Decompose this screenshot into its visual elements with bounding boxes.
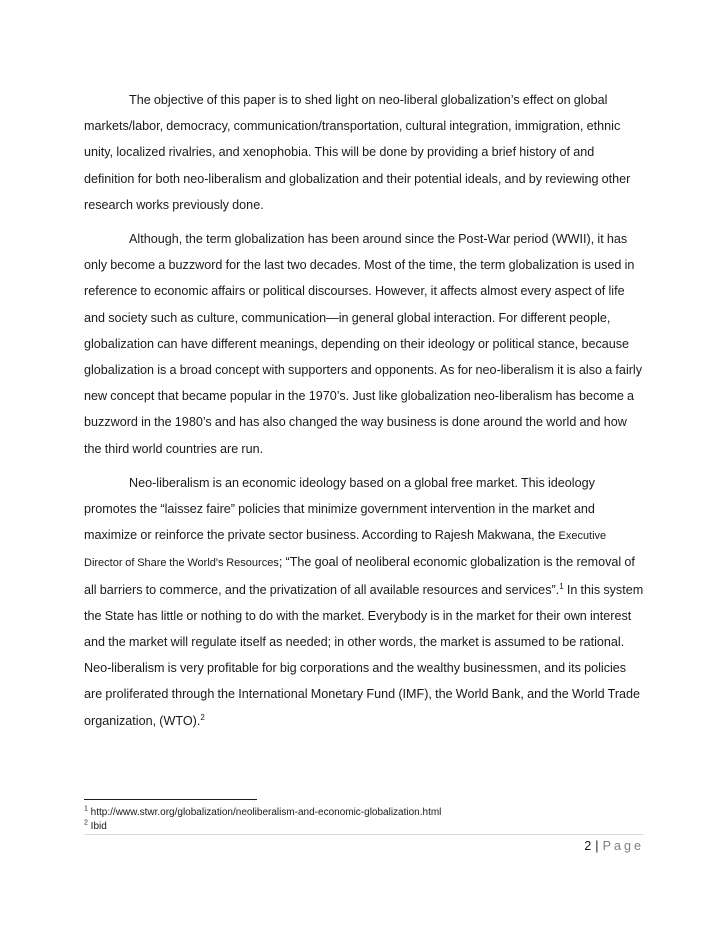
footnotes: [84, 806, 644, 834]
footnote-item: [84, 820, 644, 834]
footnote-link[interactable]: http://www.stwr.org/globalization/neoliberalism-and-economic-globalization.html: [87, 807, 442, 818]
page-number-footer: [584, 839, 644, 853]
paragraph-neoliberalism: [84, 470, 646, 734]
affiliation-text: Executive Director of Share the World's Resources: [84, 530, 607, 570]
body-text: [84, 87, 646, 742]
footer-divider: [84, 834, 644, 835]
footnote-number: 2: [84, 819, 88, 827]
paragraph-globalization-history: Although, the term globalization has been around since the Post-War period (WWII), it has only become a buzzword for the last two decades. Most of the time, the term globalization is used in reference to economic affairs or political discourses. However, it affects almost every aspect of life and society such as culture, communication—in general global interaction. For different people, globalization can have different meanings, depending on their ideology or political stance, because globalization is a broad concept with supporters and opponents. As for neo-liberalism it is also a fairly new concept that became popular in the 1970’s. Just like globalization neo-liberalism has become a buzzword in the 1980’s and has also changed the way business is done around the world and how the third world countries are run.: [84, 232, 643, 456]
footnote-item: [84, 806, 644, 820]
footer-separator: |: [595, 839, 599, 853]
paragraph-text-part: In this system the State has little or nothing to do with the market. Everybody is in the market for their own interest and the market will regulate itself as needed; in other words, the market is assumed to be rational. Neo-liberalism is very profitable for big corporations and the wealthy businessmen, and its policies are proliferated through the International Monetary Fund (IMF), the World Bank, and the World Trade organization, (WTO).: [84, 582, 644, 728]
page-label: Page: [602, 839, 644, 853]
paragraph-text-part: Neo-liberalism is an economic ideology based on a global free market. This ideology promotes the “laissez faire” policies that minimize government intervention in the market and maximize or reinforce the private sector business. According to Rajesh Makwana, the: [84, 475, 595, 543]
footnote-number: 1: [84, 805, 88, 813]
footnote-text: Ibid: [87, 821, 107, 832]
footnote-ref[interactable]: 1: [559, 581, 564, 591]
paragraph-text-part: ; “The goal of neoliberal economic globalization is the removal of all barriers to commerce, and the privatization of all available resources and services”.: [84, 555, 635, 597]
page-number: 2: [584, 839, 592, 853]
footnote-ref[interactable]: 2: [200, 712, 205, 722]
paragraph-objective: The objective of this paper is to shed light on neo-liberal globalization’s effect on global markets/labor, democracy, communication/transportation, cultural integration, immigration, ethnic unity, localized rivalries, and xenophobia. This will be done by providing a brief history of and definition for both neo-liberalism and globalization and their potential ideals, and by reviewing other research works previously done.: [84, 93, 631, 212]
footnote-separator: [84, 799, 257, 800]
